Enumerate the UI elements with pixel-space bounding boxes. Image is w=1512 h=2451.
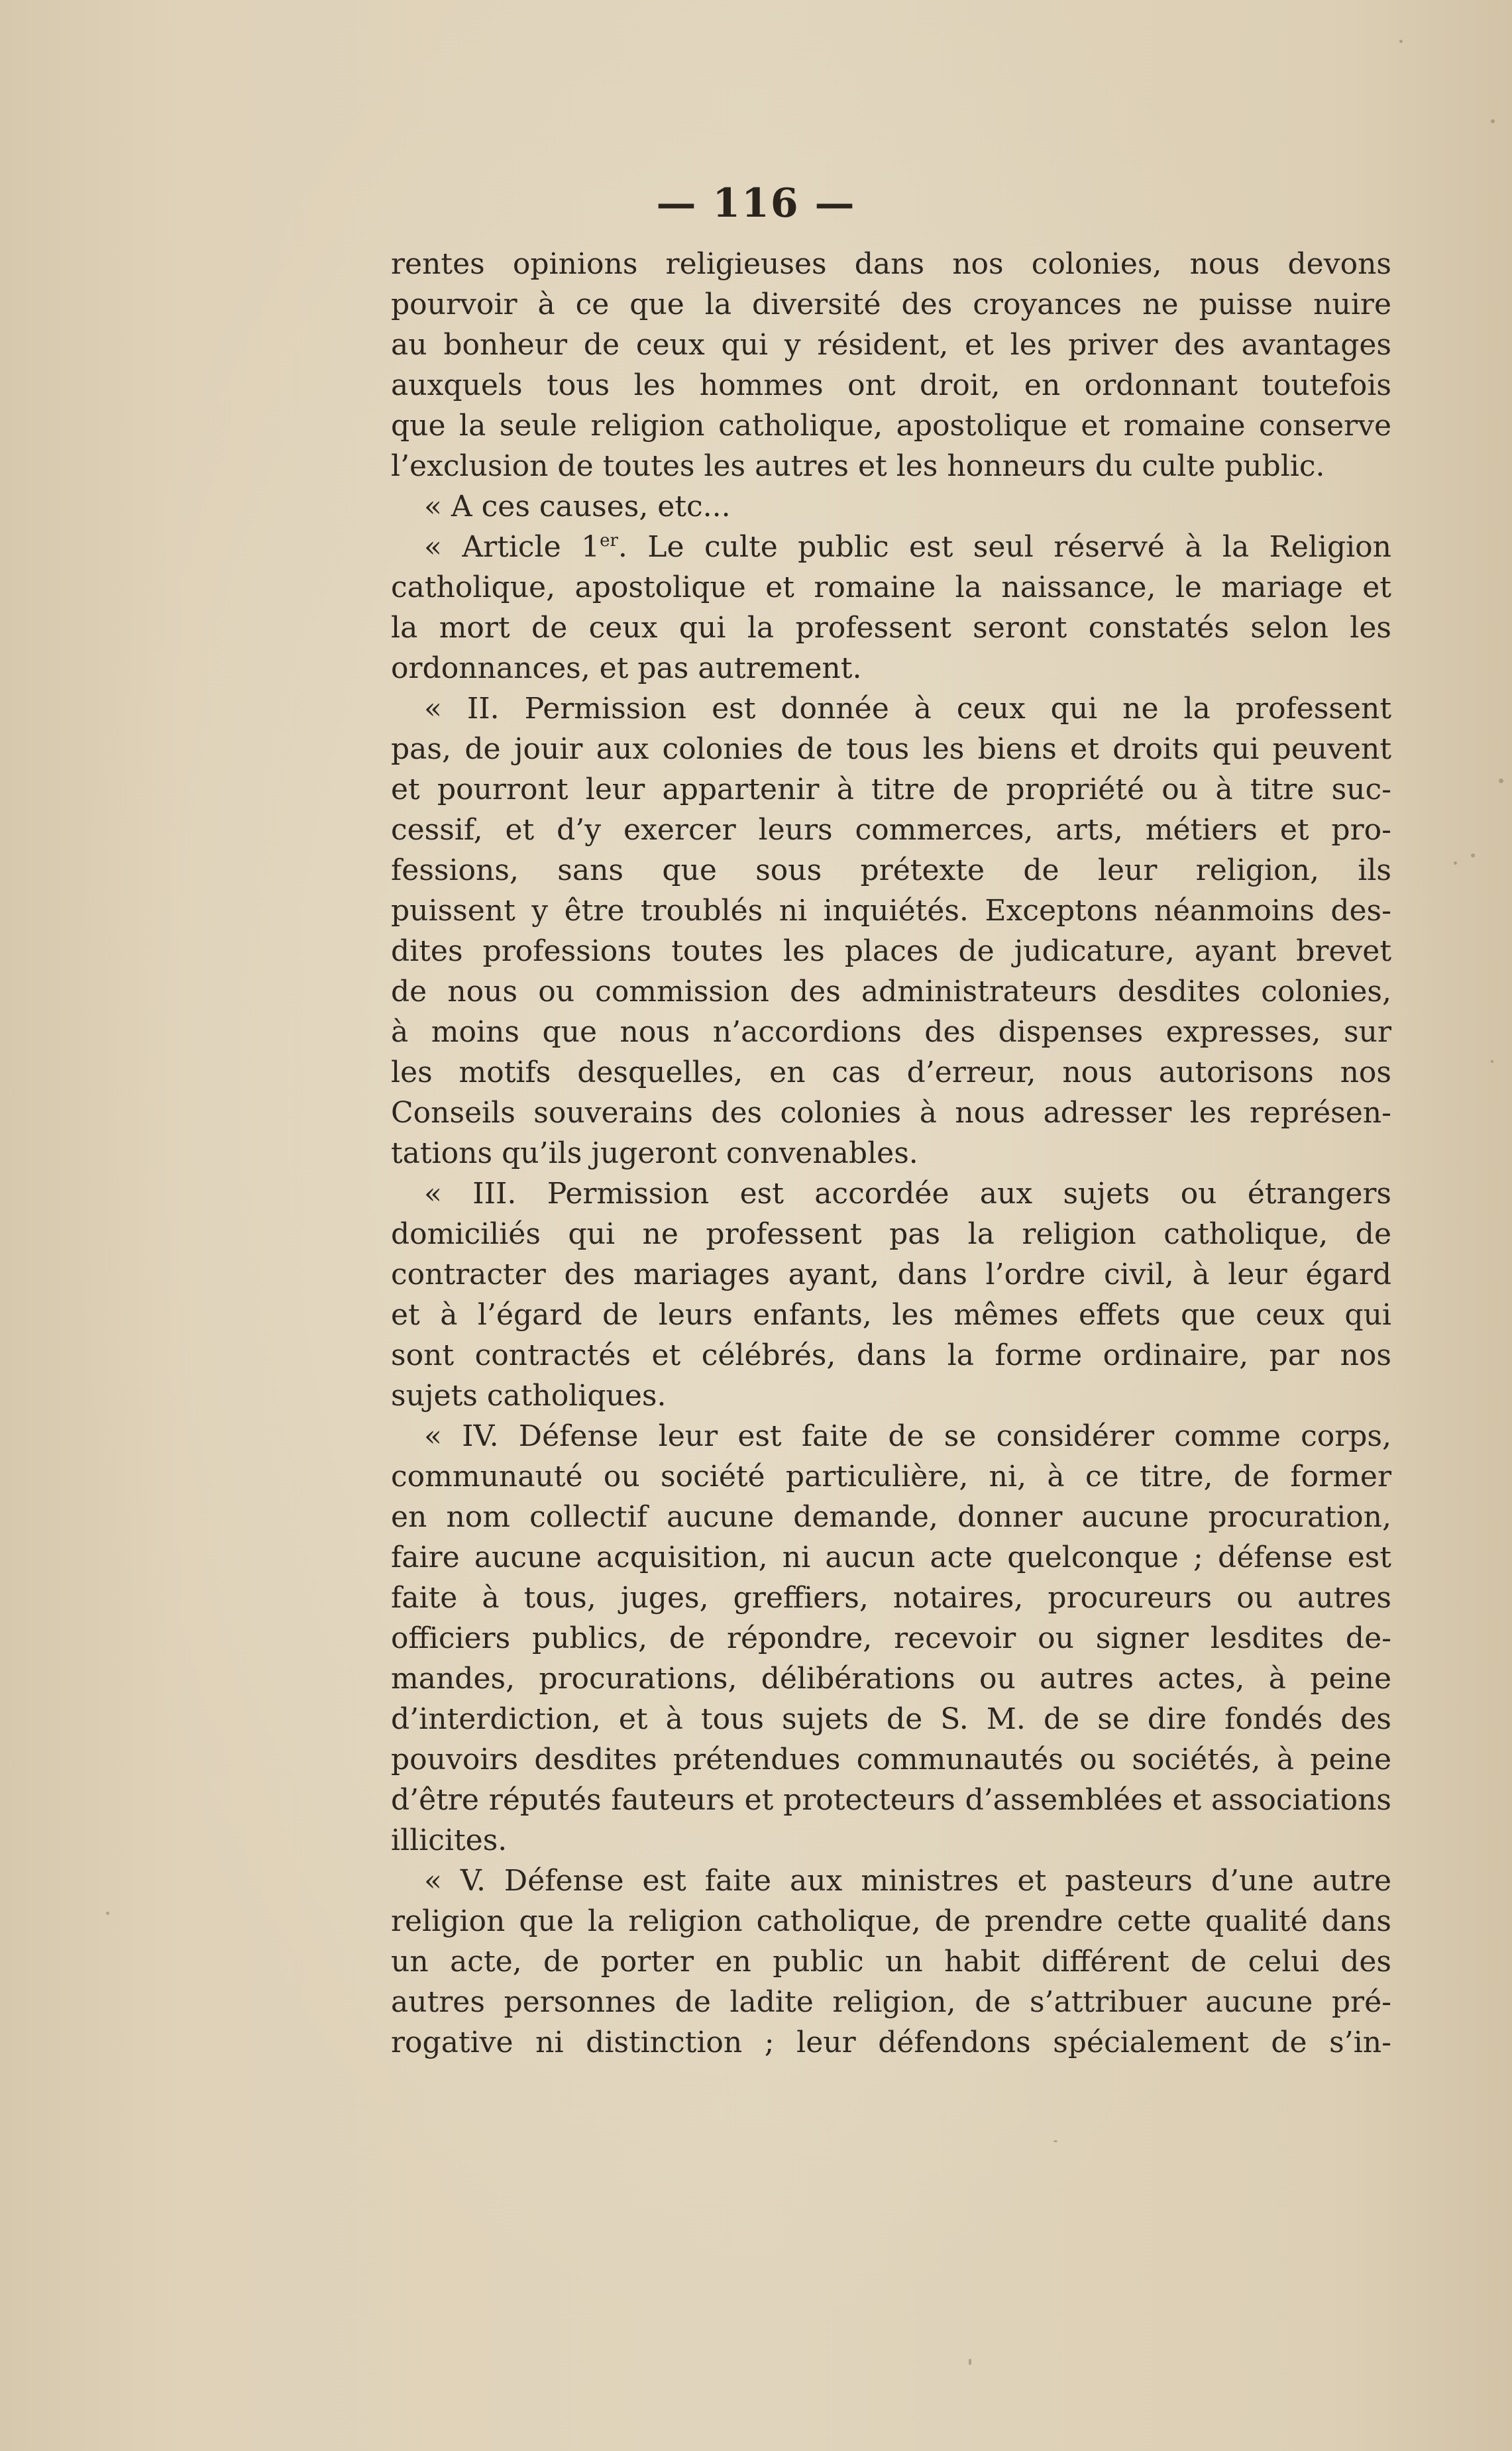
text-line: « A ces causes, etc... [424,490,731,523]
text-line: religion que la religion catholique, de prendre cette qualité dans [391,1904,1391,1938]
text-line: domiciliés qui ne professent pas la religion catholique, de [391,1217,1391,1251]
text-line: dites professions toutes les places de judicature, ayant brevet [391,934,1391,968]
ordinal-superscript: er [600,531,618,551]
text-line: d’être réputés fauteurs et protecteurs d’assemblées et associations [391,1783,1391,1817]
text-line: sujets catholiques. [391,1379,667,1413]
page-number: — 116 — [656,180,856,227]
text-line: ordonnances, et pas autrement. [391,651,862,685]
text-line: et pourront leur appartenir à titre de propriété ou à titre suc- [391,773,1391,806]
article-1-label: « Article 1 [424,530,600,564]
paper-speck [1471,853,1475,857]
text-line: officiers publics, de répondre, recevoir ou signer lesdites de- [391,1621,1391,1655]
text-line: autres personnes de ladite religion, de s’attribuer aucune pré- [391,1985,1391,2019]
text-line: en nom collectif aucune demande, donner aucune procuration, [391,1500,1391,1534]
paper-speck [1491,1060,1493,1063]
text-line: catholique, apostolique et romaine la naissance, le mariage et [391,571,1391,604]
text-line: communauté ou société particulière, ni, à ce titre, de former [391,1460,1391,1494]
text-line: et à l’égard de leurs enfants, les mêmes effets que ceux qui [391,1298,1391,1332]
paper-speck [1399,40,1403,43]
text-line: « V. Défense est faite aux ministres et pasteurs d’une autre [424,1864,1391,1898]
paper-speck [1454,861,1457,865]
text-line: au bonheur de ceux qui y résident, et les priver des avantages [391,328,1391,362]
text-line: l’exclusion de toutes les autres et les honneurs du culte public. [391,449,1325,483]
text-line: pourvoir à ce que la diversité des croyances ne puisse nuire [391,288,1391,321]
article-1-heading-line [391,527,1391,567]
text-line: « IV. Défense leur est faite de se considérer comme corps, [424,1419,1391,1453]
text-line: tations qu’ils jugeront convenables. [391,1136,918,1170]
text-line: « III. Permission est accordée aux sujets ou étrangers [424,1177,1391,1211]
text-line: faite à tous, juges, greffiers, notaires, procureurs ou autres [391,1581,1391,1615]
paper-speck [1499,779,1503,783]
body-text [391,244,1391,2063]
text-line: rentes opinions religieuses dans nos colonies, nous devons [391,247,1391,281]
text-line: la mort de ceux qui la professent seront constatés selon les [391,611,1391,645]
text-line: contracter des mariages ayant, dans l’ordre civil, à leur égard [391,1258,1391,1291]
text-line: de nous ou commission des administrateurs desdites colonies, [391,975,1391,1008]
text-line: puissent y être troublés ni inquiétés. Exceptons néanmoins des- [391,894,1391,928]
text-line: auxquels tous les hommes ont droit, en ordonnant toutefois [391,368,1391,402]
text-line: les motifs desquelles, en cas d’erreur, nous autorisons nos [391,1056,1391,1089]
text-line: rogative ni distinction ; leur défendons spécialement de s’in- [391,2026,1391,2059]
paper-speck [106,1912,109,1915]
article-1-text: . Le culte public est seul réservé à la Religion [618,530,1392,564]
text-line: cessif, et d’y exercer leurs commerces, arts, métiers et pro- [391,813,1391,847]
text-line: faire aucune acquisition, ni aucun acte quelconque ; défense est [391,1541,1391,1574]
text-line: d’interdiction, et à tous sujets de S. M. de se dire fondés des [391,1702,1391,1736]
text-line: sont contractés et célébrés, dans la forme ordinaire, par nos [391,1338,1391,1372]
text-line: un acte, de porter en public un habit différent de celui des [391,1945,1391,1979]
text-line: mandes, procurations, délibérations ou autres actes, à peine [391,1662,1391,1696]
paper-speck [1053,2140,1057,2142]
paper-speck [969,2359,971,2365]
text-line: à moins que nous n’accordions des dispenses expresses, sur [391,1015,1391,1049]
text-line: pas, de jouir aux colonies de tous les biens et droits qui peuvent [391,732,1391,766]
text-line: illicites. [391,1824,508,1857]
text-line: pouvoirs desdites prétendues communautés ou sociétés, à peine [391,1743,1391,1776]
text-line: « II. Permission est donnée à ceux qui ne la professent [424,692,1391,726]
text-line: Conseils souverains des colonies à nous adresser les représen- [391,1096,1391,1130]
text-line: que la seule religion catholique, apostolique et romaine conserve [391,409,1391,443]
paper-speck [1491,119,1495,123]
text-line: fessions, sans que sous prétexte de leur religion, ils [391,853,1391,887]
